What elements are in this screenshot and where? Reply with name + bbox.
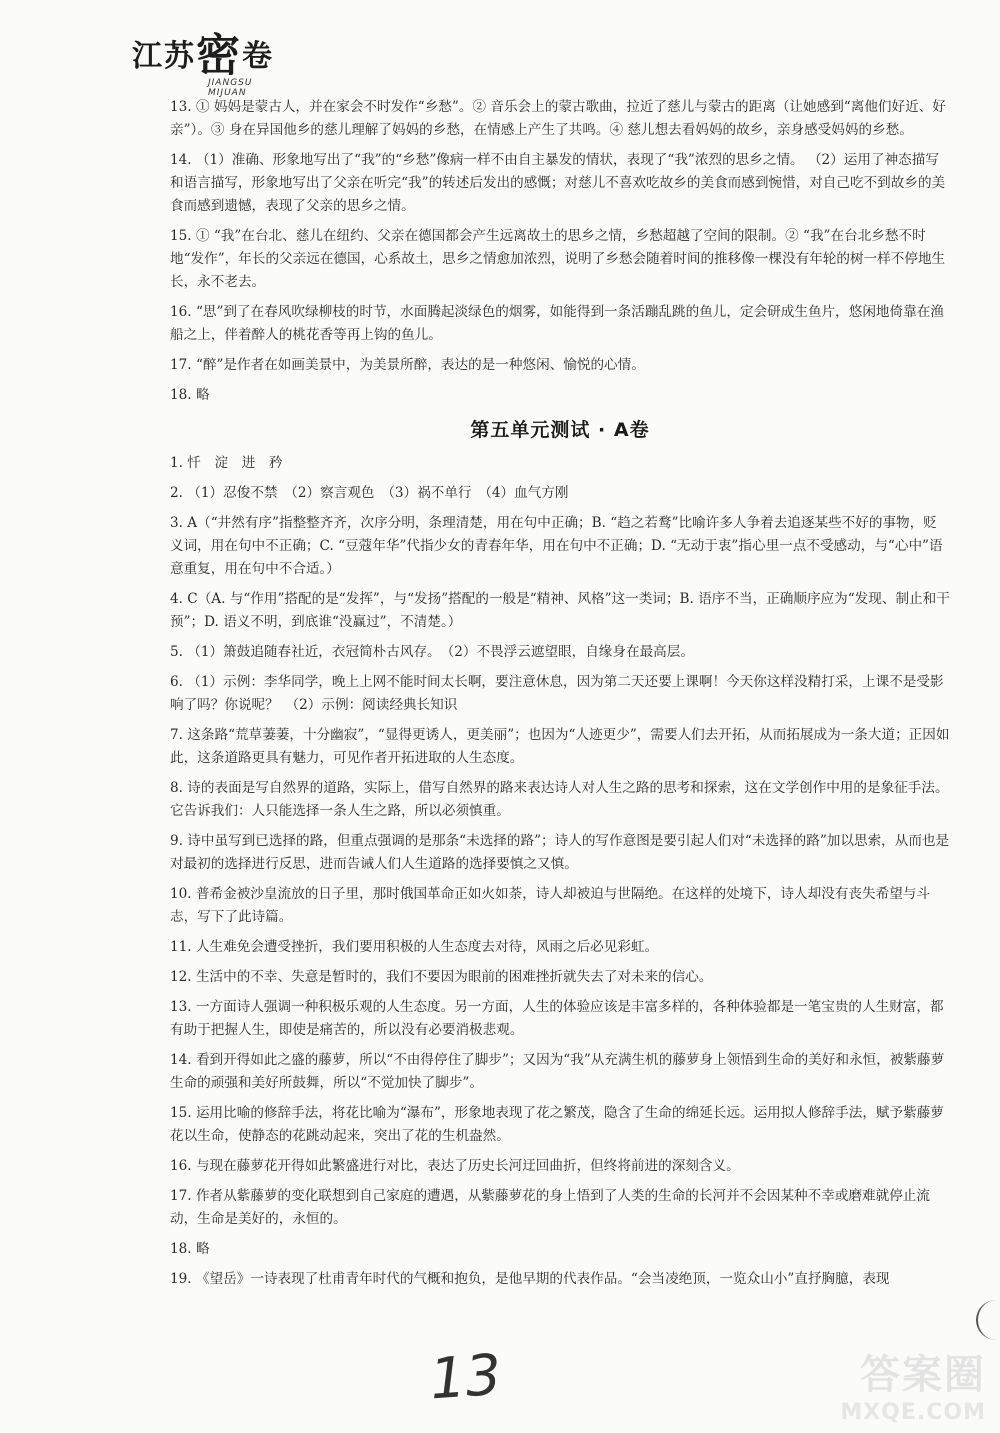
answer-paragraph: 13. ① 妈妈是蒙古人，并在家会不时发作“乡愁”。② 音乐会上的蒙古歌曲，拉近了慈儿与蒙古的距离（让她感到“离他们好近、好亲”）。③ 身在异国他乡的慈儿理解了妈妈的乡愁，在情感上产生了共鸣。④ 慈儿想去看妈妈的故乡，亲身感受妈妈的乡愁。 <box>170 99 946 138</box>
page-number: 13 <box>427 1342 504 1413</box>
answer-content <box>170 96 950 1298</box>
watermark <box>814 1343 986 1425</box>
answer-paragraph: 7. 这条路“荒草萋萋，十分幽寂”，“显得更诱人，更美丽”；也因为“人迹更少”，需要人们去开拓，从而拓展成为一条大道；正因如此，这条道路更具有魅力，可见作者开拓进取的人生态度。 <box>170 727 950 766</box>
answer-paragraph: 11. 人生难免会遭受挫折，我们要用积极的人生态度去对待，风雨之后必见彩虹。 <box>170 939 659 955</box>
answer-paragraph: 8. 诗的表面是写自然界的道路，实际上，借写自然界的路来表达诗人对人生之路的思考和探索，这在文学创作中用的是象征手法。它告诉我们：人只能选择一条人生之路，所以必须慎重。 <box>170 780 949 819</box>
logo-text-left: 江苏 <box>132 39 196 74</box>
answer-paragraph: 1. 忏 淀 进 矜 <box>170 455 283 471</box>
answer-paragraph: 16. “思”到了在春风吹绿柳枝的时节，水面腾起淡绿色的烟雾，如能得到一条活蹦乱跳的鱼儿，定会研成生鱼片，悠闲地倚靠在渔船之上，伴着醉人的桃花香等再上钩的鱼儿。 <box>170 304 944 343</box>
watermark-brand: 答案圈 <box>860 1352 986 1398</box>
section-title: 第五单元测试 · A卷 <box>470 419 650 441</box>
answer-paragraph: 17. “醉”是作者在如画美景中，为美景所醉，表达的是一种悠闲、愉悦的心情。 <box>170 357 645 373</box>
logo-subtitle: JIANGSU MIJUAN <box>208 78 253 98</box>
answer-paragraph: 4. C（A. 与“作用”搭配的是“发挥”，与“发扬”搭配的一般是“精神、风格”这一类词；B. 语序不当，正确顺序应为“发现、制止和干预”；D. 语义不明，到底谁“没赢过”，不清楚。） <box>170 591 950 630</box>
edge-scribble <box>976 1300 1000 1340</box>
section-previous-answers <box>170 96 950 407</box>
logo-text-right: 卷 <box>242 39 274 74</box>
answer-paragraph: 13. 一方面诗人强调一种积极乐观的人生态度。另一方面，人生的体验应该是丰富多样的，各种体验都是一笔宝贵的人生财富，都有助于把握人生，即使是痛苦的，所以没有必要消极悲观。 <box>170 999 944 1038</box>
answer-paragraph: 17. 作者从紫藤萝的变化联想到自己家庭的遭遇，从紫藤萝花的身上悟到了人类的生命的长河并不会因某种不幸或磨难就停止流动，生命是美好的，永恒的。 <box>170 1188 930 1227</box>
answer-paragraph: 2. （1）忍俊不禁 （2）察言观色 （3）祸不单行 （4）血气方刚 <box>170 485 569 501</box>
answer-paragraph: 6. （1）示例：李华同学，晚上上网不能时间太长啊，要注意休息，因为第二天还要上课啊！今天你这样没精打采，上课不是受影响了吗？你说呢？ （2）示例：阅读经典长知识 <box>170 674 944 713</box>
answer-paragraph: 14. （1）准确、形象地写出了“我”的“乡愁”像病一样不由自主暴发的情状，表现了“我”浓烈的思乡之情。 （2）运用了神态描写和语言描写，形象地写出了父亲在听完“我”的转述后发出的感慨；对慈儿不喜欢吃故乡的美食而感到惋惜，对自己吃不到故乡的美食而感到遗憾，表现了父亲的思乡之情。 <box>170 152 946 214</box>
logo-title <box>132 30 274 81</box>
answer-paragraph: 3. A（“井然有序”指整整齐齐，次序分明，条理清楚，用在句中正确；B. “趋之若鹜”比喻许多人争着去追逐某些不好的事物，贬义词，用在句中不正确；C. “豆蔻年华”代指少女的青春年华，用在句中不正确；D. “无动于衷”指心里一点不受感动，与“心中”语意重复，用在句中不合适。） <box>170 515 943 577</box>
watermark-url: MXQE.COM <box>840 1400 986 1425</box>
logo-text-big: 密 <box>196 30 242 81</box>
answer-paragraph: 15. 运用比喻的修辞手法，将花比喻为“瀑布”，形象地表现了花之繁茂，隐含了生命的绵延长远。运用拟人修辞手法，赋予紫藤萝花以生命，使静态的花跳动起来，突出了花的生机盎然。 <box>170 1105 944 1144</box>
answer-paragraph: 18. 略 <box>170 1241 210 1257</box>
answer-paragraph: 14. 看到开得如此之盛的藤萝，所以“不由得停住了脚步”；又因为“我”从充满生机的藤萝身上领悟到生命的美好和永恒，被紫藤萝生命的顽强和美好所鼓舞，所以“不觉加快了脚步”。 <box>170 1052 945 1091</box>
logo <box>132 30 274 98</box>
section-unit5-answers <box>170 452 950 1291</box>
answer-paragraph: 10. 普希金被沙皇流放的日子里，那时俄国革命正如火如荼，诗人却被迫与世隔绝。在这样的处境下，诗人却没有丧失希望与斗志，写下了此诗篇。 <box>170 886 930 925</box>
answer-paragraph: 19. 《望岳》一诗表现了杜甫青年时代的气概和抱负，是他早期的代表作品。“会当凌绝顶，一览众山小”直抒胸臆，表现 <box>170 1271 890 1287</box>
answer-paragraph: 15. ① “我”在台北、慈儿在纽约、父亲在德国都会产生远离故土的思乡之情，乡愁超越了空间的限制。② “我”在台北乡愁不时地“发作”，年长的父亲远在德国，心系故土，思乡之情愈加浓烈，说明了乡愁会随着时间的推移像一棵没有年轮的树一样不停地生长，永不老去。 <box>170 228 946 290</box>
answer-paragraph: 9. 诗中虽写到已选择的路，但重点强调的是那条“未选择的路”；诗人的写作意图是要引起人们对“未选择的路”加以思索，从而也是对最初的选择进行反思，进而告诫人们人生道路的选择要慎之又慎。 <box>170 833 950 872</box>
answer-paragraph: 5. （1）箫鼓追随春社近，衣冠简朴古风存。 （2）不畏浮云遮望眼，自缘身在最高层。 <box>170 644 694 660</box>
answer-paragraph: 18. 略 <box>170 387 210 403</box>
answer-paragraph: 16. 与现在藤萝花开得如此繁盛进行对比，表达了历史长河迂回曲折，但终将前进的深刻含义。 <box>170 1158 740 1174</box>
answer-paragraph: 12. 生活中的不幸、失意是暂时的，我们不要因为眼前的困难挫折就失去了对未来的信心。 <box>170 969 713 985</box>
